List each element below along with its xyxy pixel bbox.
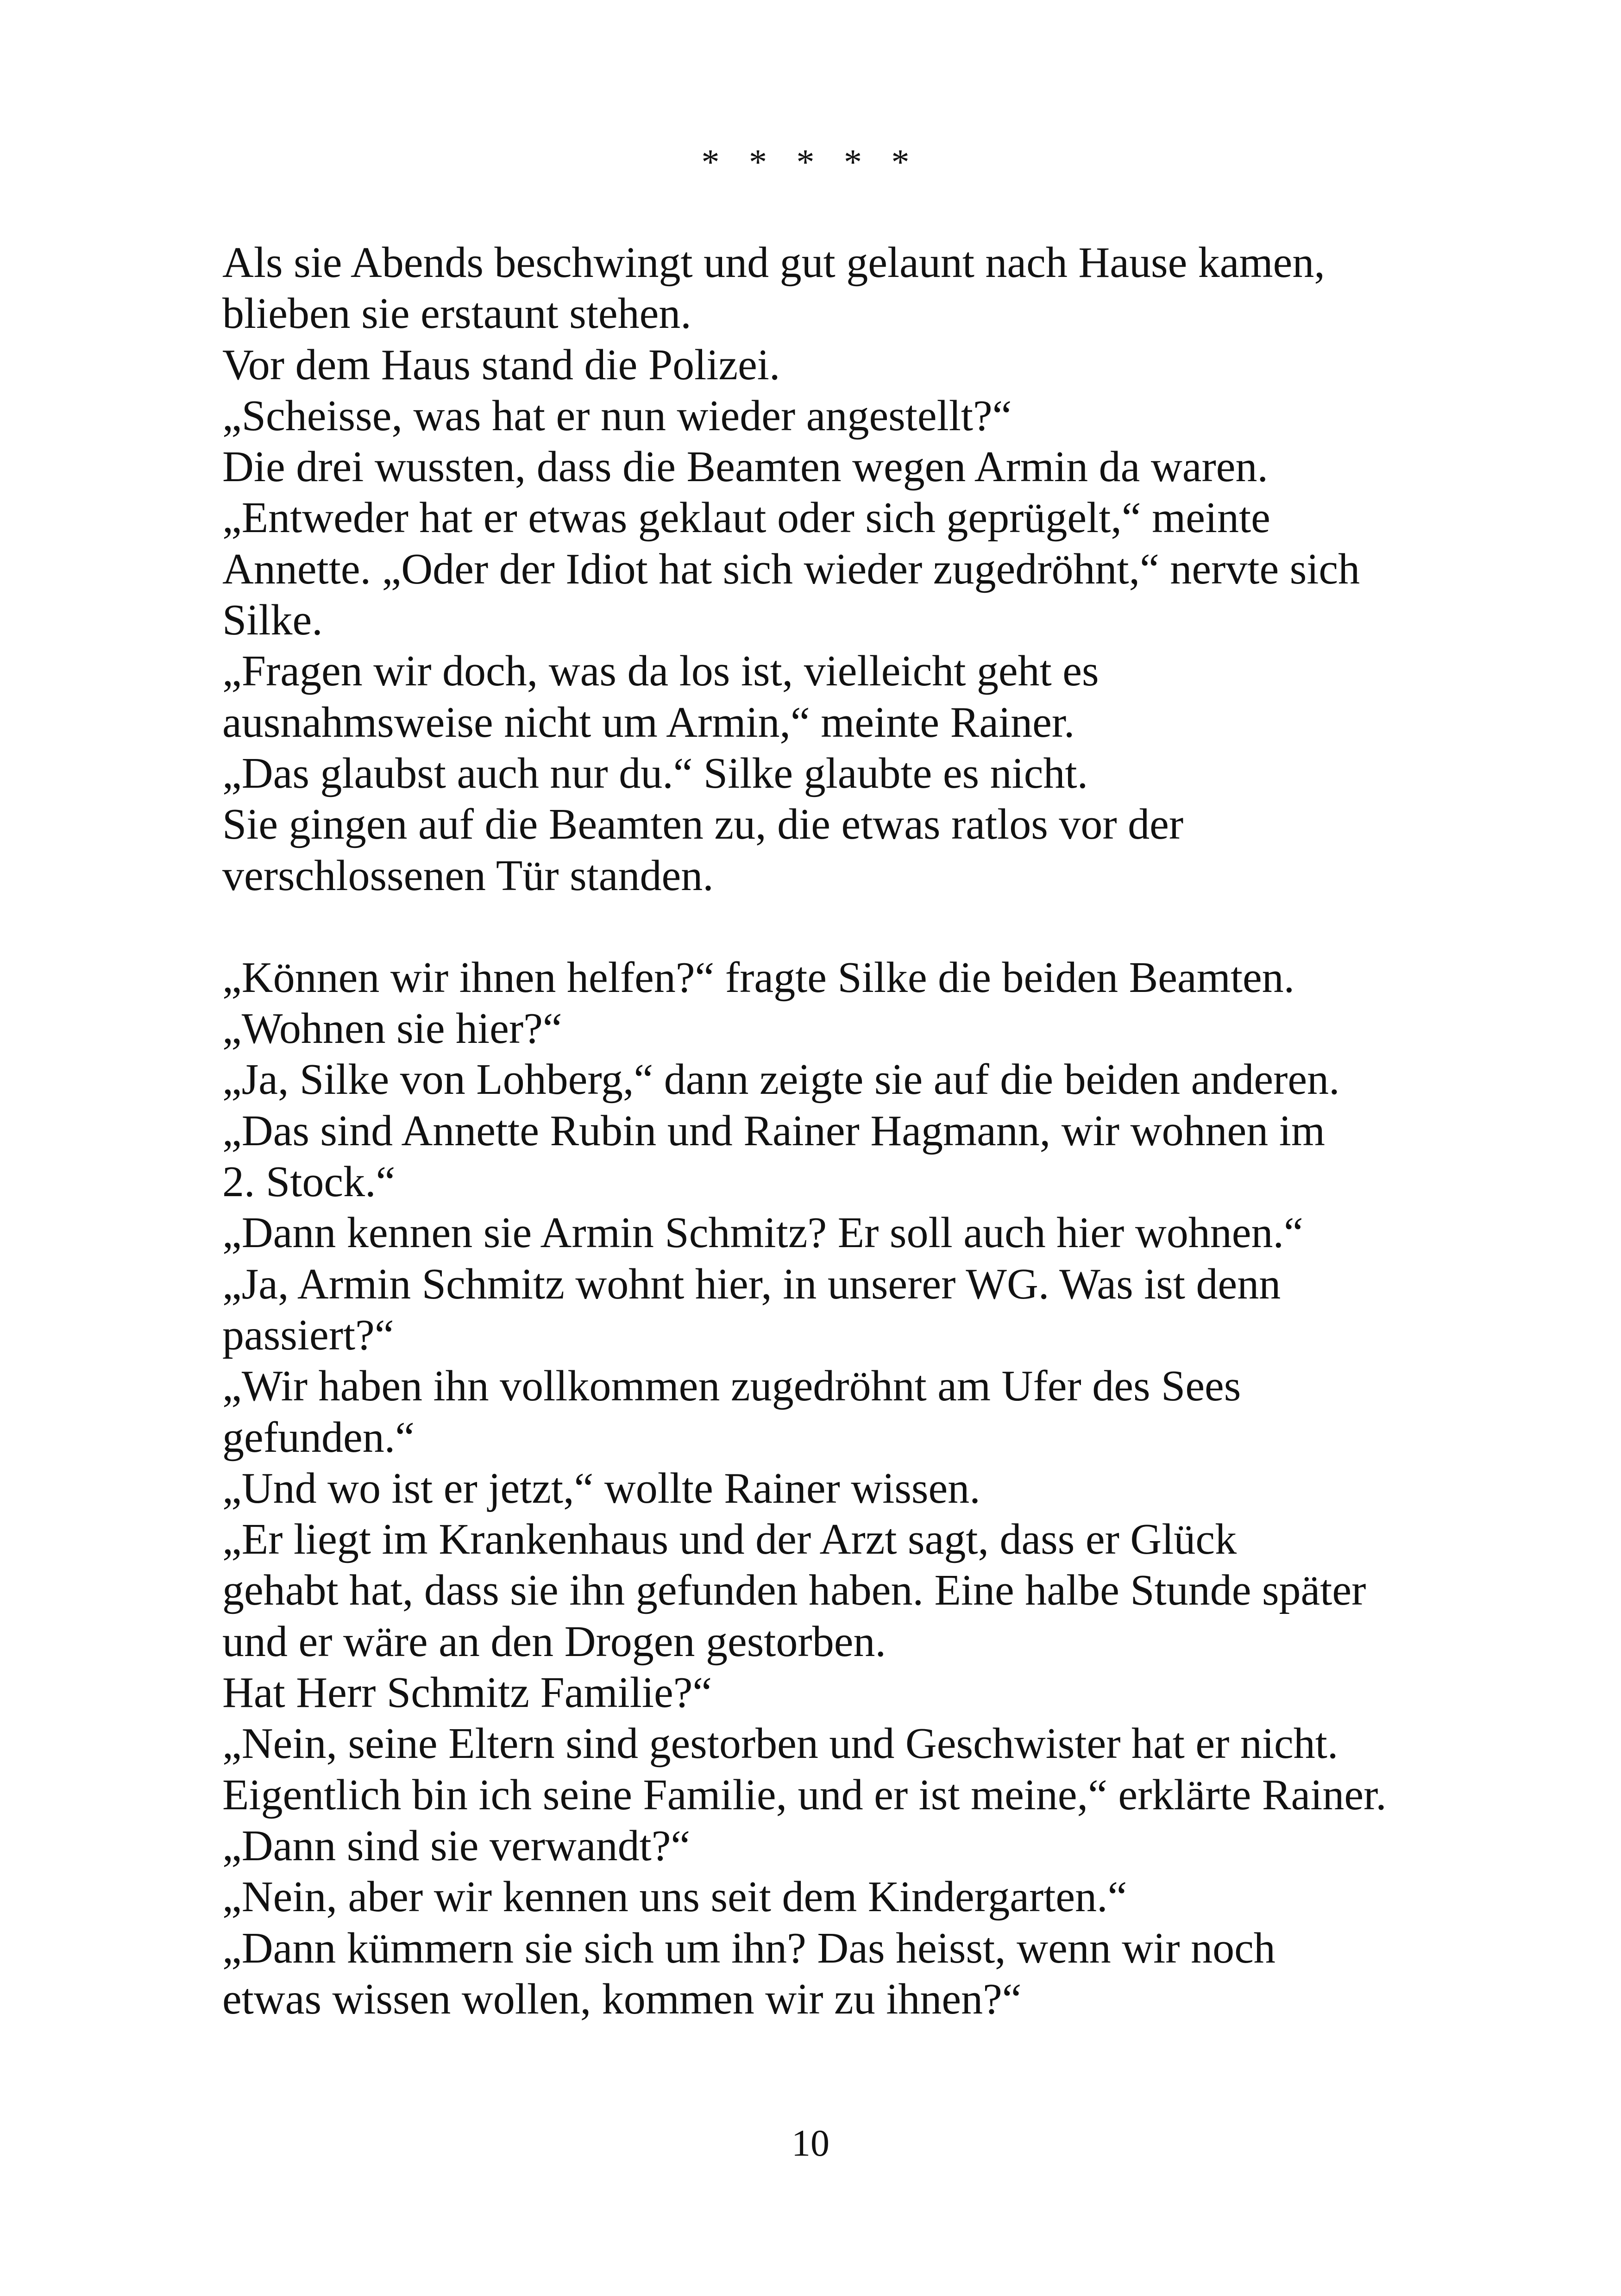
text-line: Als sie Abends beschwingt und gut gelaunt nach Hause kamen,	[222, 238, 1325, 287]
paragraph	[178, 1514, 1447, 1667]
text-line: „Scheisse, was hat er nun wieder angestellt?“	[222, 391, 1012, 440]
text-line: „Das sind Annette Rubin und Rainer Hagmann, wir wohnen im	[222, 1106, 1325, 1155]
text-line: Silke.	[222, 596, 323, 645]
paragraph	[178, 1259, 1447, 1361]
paragraph	[178, 748, 1447, 799]
text-line: Eigentlich bin ich seine Familie, und er ist meine,“ erklärte Rainer.	[222, 1770, 1387, 1819]
paragraph	[178, 1718, 1447, 1820]
paragraph	[178, 1054, 1447, 1105]
paragraph	[178, 339, 1447, 390]
text-block-after-break	[178, 952, 1447, 2025]
text-line: „Nein, aber wir kennen uns seit dem Kindergarten.“	[222, 1873, 1127, 1921]
text-line: „Ja, Armin Schmitz wohnt hier, in unserer WG. Was ist denn	[222, 1260, 1281, 1308]
paragraph	[178, 1923, 1447, 2025]
text-line: Hat Herr Schmitz Familie?“	[222, 1669, 712, 1717]
paragraph	[178, 1667, 1447, 1718]
paragraph	[178, 799, 1447, 901]
text-line: Annette. „Oder der Idiot hat sich wieder zugedröhnt,“ nervte sich	[222, 545, 1360, 593]
text-line: „Entweder hat er etwas geklaut oder sich geprügelt,“ meinte	[222, 494, 1270, 542]
paragraph-gap	[178, 901, 1447, 952]
text-line: und er wäre an den Drogen gestorben.	[222, 1617, 886, 1666]
text-line: etwas wissen wollen, kommen wir zu ihnen?“	[222, 1975, 1022, 2023]
paragraph	[178, 646, 1447, 748]
text-line: „Wir haben ihn vollkommen zugedröhnt am Ufer des Sees	[222, 1362, 1241, 1411]
paragraph	[178, 492, 1447, 646]
paragraph	[178, 1820, 1447, 1871]
paragraph	[178, 1207, 1447, 1258]
text-line: „Dann sind sie verwandt?“	[222, 1821, 691, 1870]
text-line: Vor dem Haus stand die Polizei.	[222, 340, 780, 389]
text-line: „Dann kümmern sie sich um ihn? Das heisst, wenn wir noch	[222, 1924, 1275, 1972]
text-line: 2. Stock.“	[222, 1158, 396, 1206]
text-line: „Er liegt im Krankenhaus und der Arzt sagt, dass er Glück	[222, 1515, 1237, 1564]
paragraph	[178, 1361, 1447, 1463]
paragraph	[178, 1463, 1447, 1514]
text-line: blieben sie erstaunt stehen.	[222, 289, 691, 338]
paragraph	[178, 1871, 1447, 1922]
page-number: 10	[792, 2122, 829, 2164]
text-line: passiert?“	[222, 1311, 394, 1359]
text-line: gefunden.“	[222, 1413, 415, 1462]
paragraph	[178, 237, 1447, 339]
text-line: „Können wir ihnen helfen?“ fragte Silke die beiden Beamten.	[222, 953, 1295, 1002]
text-line: ausnahmsweise nicht um Armin,“ meinte Rainer.	[222, 698, 1075, 747]
text-line: „Das glaubst auch nur du.“ Silke glaubte es nicht.	[222, 749, 1088, 797]
text-line: „Dann kennen sie Armin Schmitz? Er soll auch hier wohnen.“	[222, 1209, 1303, 1257]
text-line: verschlossenen Tür standen.	[222, 851, 714, 900]
text-line: „Wohnen sie hier?“	[222, 1004, 562, 1053]
paragraph	[178, 1003, 1447, 1054]
paragraph	[178, 1105, 1447, 1208]
text-line: Sie gingen auf die Beamten zu, die etwas ratlos vor der	[222, 800, 1184, 849]
text-block-before-break	[178, 237, 1447, 901]
body-text	[178, 237, 1447, 2025]
section-separator: * * * * *	[701, 142, 920, 182]
paragraph	[178, 390, 1447, 441]
text-line: „Fragen wir doch, was da los ist, vielleicht geht es	[222, 647, 1099, 696]
text-line: „Ja, Silke von Lohberg,“ dann zeigte sie auf die beiden anderen.	[222, 1055, 1340, 1104]
text-line: „Und wo ist er jetzt,“ wollte Rainer wissen.	[222, 1464, 980, 1512]
text-line: „Nein, seine Eltern sind gestorben und Geschwister hat er nicht.	[222, 1719, 1338, 1768]
paragraph	[178, 952, 1447, 1003]
text-line: gehabt hat, dass sie ihn gefunden haben. Eine halbe Stunde später	[222, 1566, 1366, 1615]
paragraph	[178, 441, 1447, 492]
text-line: Die drei wussten, dass die Beamten wegen Armin da waren.	[222, 443, 1268, 491]
